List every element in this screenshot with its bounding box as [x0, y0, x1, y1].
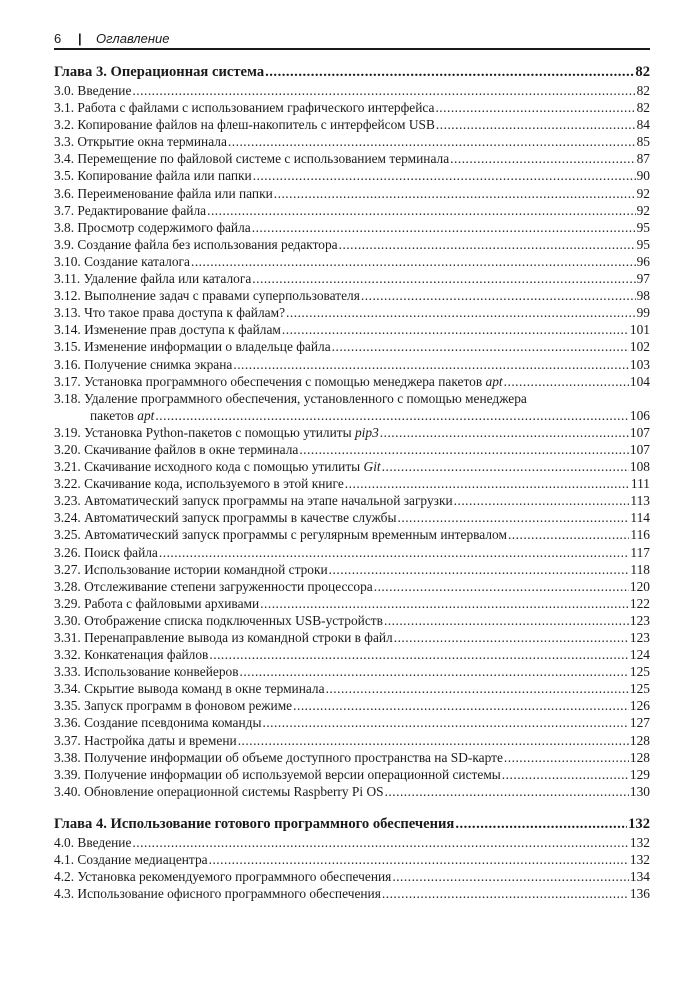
- page-ref: 122: [629, 595, 650, 611]
- dot-leader: [508, 526, 629, 543]
- page-ref: 87: [636, 151, 650, 167]
- dot-leader: [502, 766, 629, 783]
- entry-title: 3.37. Настройка даты и времени: [54, 732, 237, 748]
- dot-leader: [361, 287, 636, 304]
- dot-leader: [454, 492, 630, 509]
- dot-leader: [374, 578, 629, 595]
- page-ref: 134: [629, 869, 650, 885]
- dot-leader: [504, 373, 629, 390]
- page-ref: 108: [629, 459, 650, 475]
- page-ref: 118: [630, 561, 650, 577]
- dot-leader: [385, 783, 629, 800]
- dot-leader: [504, 749, 629, 766]
- entry-title: 3.28. Отслеживание степени загруженности процессора: [54, 578, 373, 594]
- page-ref: 127: [629, 715, 650, 731]
- dot-leader: [265, 63, 634, 82]
- page-ref: 128: [629, 749, 650, 765]
- toc-entry[interactable]: [54, 663, 650, 680]
- toc-entry[interactable]: [54, 373, 650, 390]
- toc-entry[interactable]: [54, 150, 650, 167]
- entry-title: 3.12. Выполнение задач с правами суперпользователя: [54, 288, 360, 304]
- entry-title: 3.17. Установка программного обеспечения с помощью менеджера пакетов: [54, 373, 486, 389]
- toc-entry[interactable]: [54, 321, 650, 338]
- toc-entry[interactable]: [54, 475, 650, 492]
- page-ref: 123: [629, 630, 650, 645]
- page-ref: 82: [636, 83, 650, 98]
- entry-title: 3.6. Переименование файла или папки: [54, 185, 273, 201]
- dot-leader: [159, 544, 630, 561]
- toc-entry[interactable]: [54, 356, 650, 373]
- page-ref: 82: [635, 64, 650, 80]
- page-ref: 103: [629, 356, 650, 372]
- dot-leader: [326, 680, 629, 697]
- entry-title: 3.34. Скрытие вывода команд в окне терминала: [54, 681, 325, 697]
- toc-entry[interactable]: [54, 595, 650, 612]
- entry-title: 3.4. Перемещение по файловой системе с использованием терминала: [54, 151, 450, 167]
- entry-title: 3.11. Удаление файла или каталога: [54, 271, 252, 287]
- page-ref: 113: [630, 493, 650, 509]
- page-ref: 95: [636, 236, 650, 252]
- dot-leader: [209, 851, 629, 868]
- entry-title: 3.0. Введение: [54, 83, 132, 98]
- dot-leader: [252, 219, 636, 236]
- dot-leader: [329, 561, 630, 578]
- dot-leader: [339, 236, 636, 253]
- dot-leader: [392, 868, 629, 885]
- dot-leader: [450, 150, 635, 167]
- page-ref: 132: [629, 834, 650, 850]
- entry-title: 3.5. Копирование файла или папки: [54, 168, 252, 184]
- toc-entry[interactable]: [54, 612, 650, 629]
- dot-leader: [282, 321, 629, 338]
- entry-title: 3.31. Перенаправление вывода из командной строки в файл: [54, 630, 393, 645]
- entry-title: 3.36. Создание псевдонима команды: [54, 715, 262, 731]
- page-ref: 106: [629, 407, 650, 423]
- page-ref: 114: [630, 510, 650, 526]
- page-ref: 92: [636, 185, 650, 201]
- toc-entry[interactable]: [54, 885, 650, 902]
- chapter-title: Глава 4. Использование готового программного обеспечения: [54, 815, 455, 832]
- page-ref: 92: [636, 202, 650, 218]
- dot-leader: [228, 133, 636, 150]
- entry-title: 3.21. Скачивание исходного кода с помощью утилиты: [54, 459, 364, 475]
- page-ref: 98: [636, 288, 650, 304]
- dot-leader: [332, 338, 629, 355]
- toc-entry[interactable]: [54, 441, 650, 458]
- dot-leader: [382, 885, 629, 902]
- toc-entry[interactable]: [54, 167, 650, 184]
- entry-title: 3.1. Работа с файлами с использованием графического интерфейса: [54, 100, 435, 116]
- entry-title: 3.16. Получение снимка экрана: [54, 356, 233, 372]
- page-number: 6: [54, 31, 62, 46]
- page-ref: 104: [629, 373, 650, 389]
- toc-entry[interactable]: [54, 219, 650, 236]
- entry-title: 3.27. Использование истории командной строки: [54, 561, 328, 577]
- page-ref: 84: [636, 117, 650, 133]
- page-ref: 125: [629, 681, 650, 697]
- entry-title: 3.19. Установка Python-пакетов с помощью утилиты: [54, 424, 355, 440]
- toc-entry[interactable]: [54, 868, 650, 885]
- dot-leader: [384, 612, 629, 629]
- toc-entry[interactable]: [54, 492, 650, 509]
- dot-leader: [253, 167, 636, 184]
- toc-entry[interactable]: [54, 766, 650, 783]
- dot-leader: [191, 253, 636, 270]
- toc-entry[interactable]: [54, 544, 650, 561]
- entry-title: 3.23. Автоматический запуск программы на этапе начальной загрузки: [54, 493, 453, 509]
- dot-leader: [435, 99, 635, 116]
- chapter-heading[interactable]: [54, 63, 650, 82]
- entry-title: 3.9. Создание файла без использования редактора: [54, 236, 338, 252]
- page-ref: 125: [629, 664, 650, 680]
- toc-entry[interactable]: [54, 424, 650, 441]
- entry-title: 3.38. Получение информации об объеме доступного пространства на SD-карте: [54, 749, 503, 765]
- dot-leader: [207, 202, 636, 219]
- dot-leader: [293, 697, 629, 714]
- page-ref: 82: [636, 100, 650, 116]
- toc-entry[interactable]: [54, 749, 650, 766]
- entry-title: 3.33. Использование конвейеров: [54, 664, 239, 680]
- toc-entry[interactable]: [54, 834, 650, 851]
- header-separator: |: [78, 31, 82, 46]
- dot-leader: [380, 424, 629, 441]
- entry-title: 3.15. Изменение информации о владельце файла: [54, 339, 331, 355]
- entry-title: 3.39. Получение информации об используемой версии операционной системы: [54, 766, 501, 782]
- entry-title: 4.1. Создание медиацентра: [54, 852, 208, 868]
- page-ref: 124: [629, 647, 650, 663]
- command-name: pip3: [354, 424, 379, 440]
- page-ref: 126: [629, 698, 650, 714]
- dot-leader: [260, 595, 629, 612]
- page-ref: 107: [629, 424, 650, 440]
- chapter-title: Глава 3. Операционная система: [54, 64, 265, 80]
- entry-title: 3.10. Создание каталога: [54, 253, 190, 269]
- toc-entry[interactable]: [54, 458, 650, 475]
- entry-title: 3.22. Скачивание кода, используемого в этой книге: [54, 476, 344, 492]
- entry-title: 3.25. Автоматический запуск программы с регулярным временным интервалом: [54, 527, 507, 543]
- page-ref: 90: [636, 168, 650, 184]
- command-name: Git: [363, 459, 381, 475]
- toc-entry[interactable]: [54, 253, 650, 270]
- dot-leader: [398, 509, 630, 526]
- entry-title: 3.7. Редактирование файла: [54, 202, 207, 218]
- toc-entry[interactable]: [54, 697, 650, 714]
- page-ref: 99: [636, 305, 650, 321]
- toc-entry[interactable]: [54, 390, 650, 424]
- toc-chapter: [54, 815, 650, 902]
- page-ref: 107: [629, 441, 650, 457]
- entry-title: 3.24. Автоматический запуск программы в качестве службы: [54, 510, 397, 526]
- dot-leader: [252, 270, 635, 287]
- toc-entry[interactable]: [54, 185, 650, 202]
- dot-leader: [274, 185, 636, 202]
- dot-leader: [132, 82, 635, 99]
- running-title: Оглавление: [96, 31, 170, 46]
- toc-entry[interactable]: [54, 851, 650, 868]
- page-ref: 96: [636, 253, 650, 269]
- entry-title: 3.29. Работа с файловыми архивами: [54, 595, 260, 611]
- page-ref: 136: [629, 886, 650, 902]
- dot-leader: [436, 116, 636, 133]
- page-ref: 95: [636, 219, 650, 235]
- toc-entry[interactable]: [54, 236, 650, 253]
- page-ref: 116: [630, 527, 650, 543]
- entry-title: 3.35. Запуск программ в фоновом режиме: [54, 698, 293, 714]
- toc-entry[interactable]: [54, 287, 650, 304]
- entry-title: 3.30. Отображение списка подключенных USB-устройств: [54, 612, 383, 628]
- page-ref: 85: [636, 134, 650, 150]
- page-ref: 111: [630, 476, 650, 492]
- entry-title: 4.0. Введение: [54, 834, 132, 850]
- entry-title: 4.3. Использование офисного программного обеспечения: [54, 886, 381, 902]
- page-ref: 132: [628, 815, 650, 832]
- page-ref: 129: [629, 766, 650, 782]
- dot-leader: [209, 646, 629, 663]
- entry-title: 3.13. Что такое права доступа к файлам?: [54, 305, 286, 321]
- toc-entry[interactable]: [54, 783, 650, 800]
- toc-entry[interactable]: [54, 561, 650, 578]
- dot-leader: [455, 815, 627, 834]
- entry-title: 3.40. Обновление операционной системы Raspberry Pi OS: [54, 783, 384, 799]
- dot-leader: [345, 475, 630, 492]
- toc-entry[interactable]: [54, 509, 650, 526]
- page-ref: 132: [629, 852, 650, 868]
- page-ref: 97: [636, 271, 650, 287]
- table-of-contents: [54, 63, 650, 902]
- page-ref: 102: [629, 339, 650, 355]
- toc-entry[interactable]: [54, 526, 650, 543]
- entry-title-continued: пакетов: [90, 407, 138, 423]
- chapter-heading[interactable]: [54, 815, 650, 834]
- header-rule: [54, 48, 650, 50]
- page-ref: 117: [630, 544, 650, 560]
- toc-entry[interactable]: [54, 578, 650, 595]
- toc-entry[interactable]: [54, 646, 650, 663]
- toc-chapter: [54, 63, 650, 800]
- toc-entry[interactable]: [54, 99, 650, 116]
- entry-title: 3.20. Скачивание файлов в окне терминала: [54, 441, 299, 457]
- toc-entry[interactable]: [54, 133, 650, 150]
- toc-entry[interactable]: [54, 732, 650, 749]
- toc-entry[interactable]: [54, 714, 650, 731]
- toc-entry[interactable]: [54, 338, 650, 355]
- toc-entry[interactable]: [54, 270, 650, 287]
- dot-leader: [262, 714, 628, 731]
- command-name: apt: [137, 407, 155, 423]
- entry-title: 3.14. Изменение прав доступа к файлам: [54, 322, 281, 338]
- toc-entry[interactable]: [54, 304, 650, 321]
- entry-title: 4.2. Установка рекомендуемого программного обеспечения: [54, 869, 392, 885]
- entry-title: 3.18. Удаление программного обеспечения, установленного с помощью менеджера: [54, 390, 527, 406]
- dot-leader: [394, 629, 629, 646]
- toc-entry[interactable]: [54, 116, 650, 133]
- entry-title: 3.3. Открытие окна терминала: [54, 134, 227, 150]
- toc-entry[interactable]: [54, 202, 650, 219]
- entry-title: 3.8. Просмотр содержимого файла: [54, 219, 251, 235]
- page-ref: 123: [629, 612, 650, 628]
- dot-leader: [238, 732, 629, 749]
- dot-leader: [155, 407, 629, 424]
- page-ref: 130: [629, 783, 650, 799]
- dot-leader: [299, 441, 629, 458]
- dot-leader: [233, 356, 629, 373]
- dot-leader: [240, 663, 629, 680]
- dot-leader: [382, 458, 629, 475]
- entry-title: 3.2. Копирование файлов на флеш-накопитель с интерфейсом USB: [54, 117, 435, 133]
- entry-title: 3.26. Поиск файла: [54, 544, 158, 560]
- entry-title: 3.32. Конкатенация файлов: [54, 647, 209, 663]
- command-name: apt: [485, 373, 503, 389]
- dot-leader: [132, 834, 628, 851]
- toc-entry[interactable]: [54, 82, 650, 99]
- page-ref: 128: [629, 732, 650, 748]
- toc-entry[interactable]: [54, 680, 650, 697]
- dot-leader: [286, 304, 636, 321]
- toc-entry[interactable]: [54, 629, 650, 646]
- page-ref: 120: [629, 578, 650, 594]
- page-ref: 101: [629, 322, 650, 338]
